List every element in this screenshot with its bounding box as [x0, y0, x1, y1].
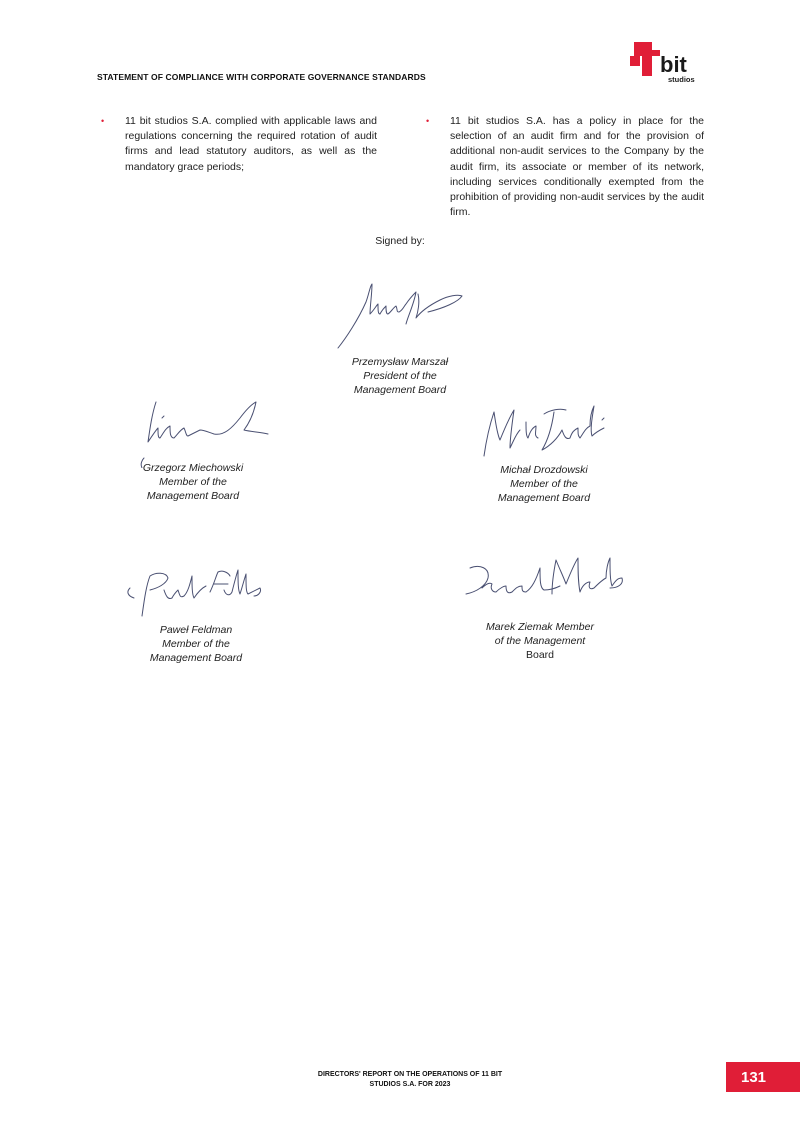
bullet-marker: •: [101, 116, 105, 126]
list-item: [426, 114, 704, 220]
bullet-right-column: [426, 114, 704, 220]
signature-drozdowski: [474, 402, 614, 462]
signatory-role: Board: [525, 649, 555, 662]
signatory-role: Management Board: [353, 384, 447, 397]
signature-feldman: [120, 562, 270, 622]
signature-caption-miechowski: [108, 461, 278, 504]
page-number: 131: [741, 1068, 767, 1086]
signatory-name: Grzegorz Miechowski: [142, 462, 244, 474]
logo-text-main: bit: [660, 52, 687, 77]
signatory-role: Management Board: [149, 652, 243, 665]
bullet-text-right: 11 bit studios S.A. has a policy in place for the selection of an audit firm and for the provision of additional non-audit services to the Company by the audit firm, its associate or member of its network, including services conditionally exempted from the prohibition of providing non-audit services by the audit firm.: [450, 115, 704, 219]
signatory-name: Przemysław Marszał: [351, 356, 449, 368]
signature-marszal: [336, 280, 466, 352]
signatory-role: President of the: [363, 370, 437, 383]
signature-caption-feldman: [111, 623, 281, 666]
signatory-role: Management Board: [497, 492, 591, 505]
signatory-role: of the Management: [494, 635, 586, 648]
signatory-role: Management Board: [146, 490, 240, 503]
page-footer: [270, 1070, 550, 1090]
company-logo: [630, 42, 706, 86]
signature-caption-marszal: [300, 355, 500, 398]
logo-text-sub: studios: [668, 75, 695, 84]
list-item: [101, 114, 377, 175]
signature-caption-drozdowski: [460, 463, 628, 506]
signed-by-label: Signed by:: [375, 235, 425, 247]
signature-caption-ziemak: [460, 620, 620, 663]
signature-ziemak: [460, 552, 630, 612]
bullet-text-left: 11 bit studios S.A. complied with applicable laws and regulations concerning the required rotation of audit firms and lead statutory auditors, as well as the mandatory grace periods;: [125, 115, 377, 173]
signature-miechowski: [128, 398, 273, 468]
signatory-role: Member of the: [159, 476, 227, 489]
signatory-role: Member of the: [162, 638, 230, 651]
signatory-name: Paweł Feldman: [159, 624, 233, 636]
signatory-name: Michał Drozdowski: [500, 464, 588, 476]
page-number-badge: [726, 1062, 800, 1092]
signatory-name: Marek Ziemak Member: [486, 621, 594, 633]
signatory-role: Member of the: [510, 478, 578, 491]
bullet-marker: •: [426, 116, 430, 126]
page-header-title: STATEMENT OF COMPLIANCE WITH CORPORATE GOVERNANCE STANDARDS: [97, 72, 426, 82]
footer-line: STUDIOS S.A. FOR 2023: [369, 1081, 451, 1088]
bullet-left-column: [101, 114, 377, 175]
footer-line: DIRECTORS' REPORT ON THE OPERATIONS OF 11 BIT: [317, 1071, 503, 1078]
